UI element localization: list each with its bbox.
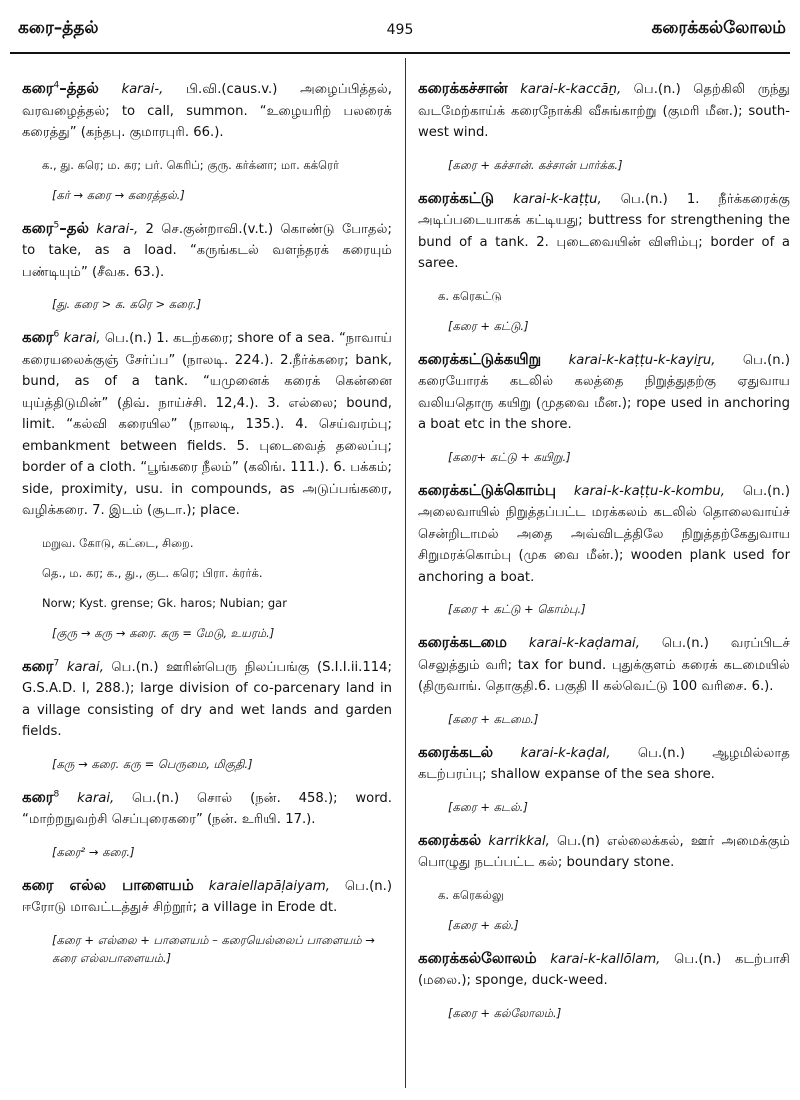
etymology: [குரு → கரு → கரை. கரு = மேடு, உயரம்.] — [52, 625, 275, 640]
etymology: [கரை+ கட்டு + கயிறு.] — [448, 449, 571, 464]
headword: கரை — [22, 218, 54, 237]
left-column — [22, 78, 392, 1088]
dictionary-entry — [418, 188, 790, 335]
etymology: [கரை + கட்டு + கொம்பு.] — [448, 602, 586, 616]
transliteration: karai-k-kaccāṉ, — [520, 82, 622, 97]
headword: கரை — [22, 328, 54, 346]
transliteration: karai-k-kaṭṭu-k-kombu, — [573, 483, 725, 499]
transliteration: karrikkal, — [488, 833, 550, 849]
running-head-left: கரை–த்தல் — [18, 18, 99, 38]
cognates: க. கரெகட்டு — [438, 288, 502, 303]
headword-suffix: –தல் — [59, 218, 90, 237]
headword: கரைக்கட்டுக்கொம்பு — [418, 480, 556, 499]
headword-suffix: –த்தல் — [59, 79, 99, 97]
dictionary-entry — [22, 656, 392, 773]
column-divider — [405, 58, 406, 1088]
homonym-number: 8 — [53, 789, 60, 800]
definition: பெ.(n.) வரப்பிடச் செலுத்தும் வரி; tax for bund. புதுக்குளம் கரைக் கடமையில் (திருவாங். தொகுதி.6. பகுதி II கல்வெட்டு 100 வரிசை. 6.). — [418, 636, 790, 694]
headword: கரைக்கடல் — [418, 742, 494, 761]
running-head-right: கரைக்கல்லோலம் — [651, 18, 786, 38]
transliteration: karai, — [66, 659, 104, 675]
definition: பெ.(n.) 1. நீர்க்கரைக்கு அடிப்படையாகக் கட்டியது; buttress for strengthening the bund of a tank. 2. புடைவையின் விளிம்பு; border of a saree. — [418, 191, 790, 271]
dictionary-entry — [22, 78, 392, 204]
etymology: [கரை + கச்சான். கச்சான் பார்க்க.] — [448, 157, 623, 172]
definition: பி.வி.(caus.v.) அழைப்பித்தல், வரவழைத்தல்; to call, summon. “உழையரிற் பலரைக் கரைத்து” (கந்தபு. குமாரபுரி. 66.). — [22, 82, 392, 140]
transliteration: karai-k-kaḍamai, — [528, 636, 640, 651]
foreign-cognates: Norw; Kyst. grense; Gk. haros; Nubian; gar — [42, 595, 287, 610]
transliteration: karai, — [77, 790, 115, 806]
cognates: தெ., ம. கர; க., து., குட. கரெ; பிரா. க்ரர்க். — [42, 565, 263, 580]
etymology: [கர் → கரை → கரைத்தல்.] — [52, 187, 185, 202]
dictionary-entry — [22, 787, 392, 861]
cognates: க., து. கரெ; ம. கர; பர். கெரிப்; குரு. கர்க்னா; மா. கக்ரெர் — [42, 157, 340, 172]
etymology: [கரை + கல்லோலம்.] — [448, 1005, 562, 1020]
homonym-number: 5 — [53, 220, 60, 231]
dictionary-entry — [418, 349, 790, 466]
transliteration: karaiellapāḷaiyam, — [208, 878, 330, 894]
header-rule — [10, 52, 790, 54]
etymology: [கரை + கட்டு.] — [448, 318, 529, 333]
dictionary-entry — [418, 742, 790, 816]
page-header — [0, 0, 800, 56]
dictionary-entry — [418, 78, 790, 174]
etymology: [கரை + கடல்.] — [448, 799, 528, 814]
definition: பெ.(n.) அலைவாயில் நிறுத்தப்பட்ட மரக்கலம் கடலில் தொலைவாய்ச் சென்றிடாமல் அதை அவ்விடத்திலே நிறுத்தற்கேதுவாய சிறுமரக்கொம்பு (முக வை மீன்.); wooden plank used for anchoring a boat. — [418, 483, 790, 585]
dictionary-entry — [22, 327, 392, 642]
etymology: [கரை + எல்லை + பாளையம் – கரையெல்லைப் பாளையம் → கரை எல்லபாளையம்.] — [52, 932, 375, 965]
homonym-number: 7 — [53, 658, 60, 669]
etymology: [கரை + கல்.] — [448, 917, 519, 932]
transliteration: karai-k-kaṭṭu, — [513, 191, 602, 207]
headword: கரைக்கச்சான் — [418, 79, 508, 97]
transliteration: karai-, — [121, 82, 164, 97]
definition: பெ.(n.) ஆழமில்லாத கடற்பரப்பு; shallow expanse of the sea shore. — [418, 745, 790, 782]
etymology: [கரு → கரை. கரு = பெருமை, மிகுதி.] — [52, 756, 253, 771]
definition: பெ.(n) எல்லைக்கல், ஊர் அமைக்கும் பொழுது நடப்பட்ட கல்; boundary stone. — [418, 833, 790, 870]
dictionary-entry — [418, 632, 790, 728]
transliteration: karai-k-kaḍal, — [520, 745, 611, 761]
headword: கரைக்கட்டு — [418, 188, 495, 207]
homonym-number: 6 — [53, 329, 60, 340]
headword: கரைக்கடமை — [418, 633, 507, 651]
dictionary-entry — [22, 218, 392, 314]
synonyms: மறுவ. கோடு, கட்டை, சிறை. — [42, 535, 194, 550]
dictionary-entry — [418, 480, 790, 619]
right-column — [418, 78, 790, 1088]
etymology: [கரை² → கரை.] — [52, 844, 135, 859]
etymology: [கரை + கடமை.] — [448, 711, 539, 726]
headword: கரைக்கல்லோலம் — [418, 948, 537, 967]
dictionary-entry — [418, 830, 790, 934]
headword: கரை எல்ல பாளையம் — [22, 875, 194, 894]
headword: கரை — [22, 656, 54, 675]
headword: கரைக்கல் — [418, 830, 482, 849]
dictionary-entry — [418, 948, 790, 1022]
definition: பெ.(n.) சொல் (நன். 458.); word. “மாற்றநுவற்சி செப்புரைகரை” (நன். உரியி. 17.). — [22, 790, 392, 827]
homonym-number: 4 — [53, 80, 60, 91]
transliteration: karai, — [63, 331, 101, 346]
cognates: க. கரெகல்லு — [438, 887, 504, 902]
definition: 2 செ.குன்றாவி.(v.t.) கொண்டு போதல்; to take, as a load. “கருங்கடல் வளந்தரக் கரையும் பண்டியும்” (சீவக. 63.). — [22, 221, 392, 280]
transliteration: karai-k-kallōlam, — [550, 951, 661, 967]
transliteration: karai-k-kaṭṭu-k-kayiṟu, — [568, 352, 716, 368]
page-number: 495 — [386, 22, 414, 38]
definition: பெ.(n.) ஈரோடு மாவட்டத்துச் சிற்றூர்; a village in Erode dt. — [22, 878, 392, 915]
definition: பெ.(n.) கரையோரக் கடலில் கலத்தை நிறுத்துதற்கு ஏதுவாய வலியதொரு கயிறு (முதவை மீன.); rope used in anchoring a boat etc in the shore. — [418, 352, 790, 432]
definition: பெ.(n.) 1. கடற்கரை; shore of a sea. “நாவாய் கரையலைக்குஞ் சேர்ப்ப” (நாலடி. 224.). 2.நீர்க்கரை; bank, bund, as of a tank. “யமுனைக் கரைக் கென்னை யுய்த்திடுமின்” (திவ். நாய்ச்சி. 12,4.). 3. எல்லை; bound, limit. “கல்வி கரையில” (நாலடி, 135.). 4. செய்வரம்பு; embankment between fields. 5. புடைவைத் தலைப்பு; border of a cloth. “பூங்கரை நீலம்” (கலிங். 111.). 6. பக்கம்; side, proximity, usu. in compounds, as அடுப்பங்கரை, வழிக்கரை. 7. இடம் (சூடா.); place. — [22, 331, 392, 518]
dictionary-entry — [22, 875, 392, 967]
etymology: [து. கரை > க. கரெ > கரை.] — [52, 297, 202, 311]
headword: கரை — [22, 787, 54, 806]
definition: பெ.(n.) ஊரின்பெரு நிலப்பங்கு (S.I.I.ii.114; G.S.A.D. I, 288.); large division of co-parcenary land in a village consisting of dry and wet lands and garden fields. — [22, 659, 392, 739]
headword: கரை — [22, 79, 54, 97]
definition: பெ.(n.) கடற்பாசி (மலை.); sponge, duck-weed. — [418, 951, 790, 988]
headword: கரைக்கட்டுக்கயிறு — [418, 349, 542, 368]
definition: பெ.(n.) தெற்கிலி ருந்து வடமேற்காய்க் கரைநோக்கி வீசுங்காற்று (குமரி மீன.); south-west wind. — [418, 82, 790, 140]
transliteration: karai-, — [96, 221, 139, 237]
